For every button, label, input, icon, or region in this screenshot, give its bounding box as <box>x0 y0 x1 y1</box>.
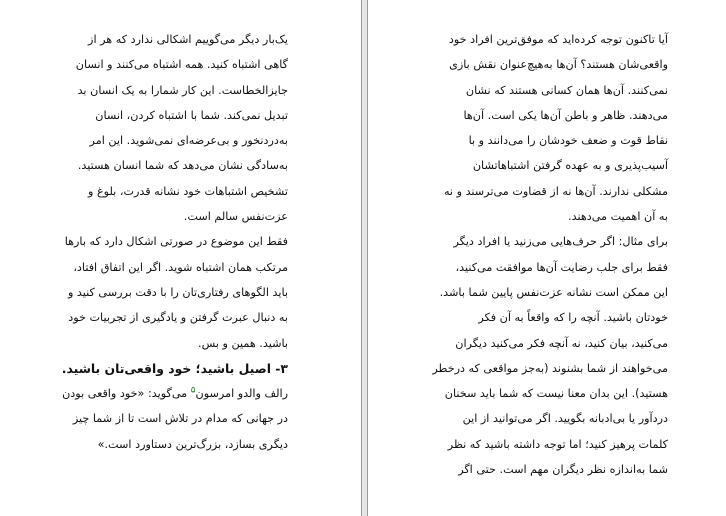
footnote-marker[interactable]: ۵ <box>190 385 196 396</box>
text-line: مشکلی ندارند. آن‌ها نه از قضاوت می‌ترسند و نه <box>443 184 668 198</box>
text-line: تشخیص اشتباهات خود نشانه قدرت، بلوغ و <box>88 184 288 198</box>
quote-line: دیگری بسازد، بزرگ‌ترین دستاورد است.» <box>97 437 288 451</box>
text-line: گاهی اشتباه کنید. همه اشتباه می‌کنند و انسان <box>75 58 288 72</box>
text-line: به آن اهمیت می‌دهند. <box>568 210 668 224</box>
text-line: به‌دردنخور و بی‌عرضه‌ای نمی‌شوید. این امر <box>89 134 288 148</box>
text-line: کلمات پرهیز کنید؛ اما توجه داشته باشید که نظر <box>447 437 668 451</box>
right-page <box>367 0 726 516</box>
text-line: آیا تاکنون توجه کرده‌اید که موفق‌ترین افراد خود <box>448 33 668 46</box>
quote-intro-text: می‌گوید: «خود واقعی بودن <box>62 387 191 401</box>
text-line: باشید. همین و بس. <box>198 336 288 350</box>
text-line: می‌دهند. ظاهر و باطن آن‌ها یکی است. آن‌ها <box>463 108 668 122</box>
text-line: این ممکن است نشانه عزت‌نفس پایین شما باشد. <box>439 285 668 299</box>
text-line: جایزالخطاست. این کار شمارا به یک انسان بد <box>77 83 288 97</box>
quote-intro-line <box>62 381 288 406</box>
text-line: نمی‌کنند. آن‌ها همان کسانی هستند که نشان <box>465 83 668 97</box>
left-page <box>0 0 362 516</box>
text-line: عزت‌نفس سالم است. <box>183 210 288 224</box>
text-line: می‌خواهند از شما بشنوند (به‌جز مواقعی که درخطر <box>432 361 668 375</box>
text-line: درد‌آور یا بی‌ادبانه بگویید. اگر می‌توانید از این <box>462 412 668 426</box>
quote-author: رالف والدو امرسون <box>195 387 288 401</box>
text-line: یک‌بار دیگر می‌گوییم اشکالی ندارد که هر از <box>88 33 288 46</box>
text-line: باید الگوهای رفتاری‌تان را با دقت بررسی کنید و <box>67 285 288 299</box>
text-line: به دنبال عبرت گرفتن و یادگیری از تجربیات خود <box>68 311 288 325</box>
text-line: آسیب‌پذیری و به عهده گرفتن اشتباهاتشان <box>472 159 668 173</box>
text-line: شما به‌اندازه نظر دیگران مهم است. حتی اگر <box>458 463 668 477</box>
text-line: نقاط قوت و ضعف خودشان را می‌دانند و با <box>468 134 668 148</box>
text-line: فقط این موضوع در صورتی اشکال دارد که بارها <box>64 235 288 249</box>
right-page-text <box>432 27 668 482</box>
text-line: به‌سادگی نشان می‌دهد که شما انسان هستید. <box>77 159 288 173</box>
text-line: مرتکب همان اشتباه شوید. اگر این اتفاق افتاد، <box>73 260 288 274</box>
left-page-text <box>61 27 288 457</box>
text-line: واقعی‌شان هستند؟ آن‌ها به‌هیچ‌عنوان نقش بازی <box>449 58 668 72</box>
section-heading: ۳- اصیل باشید؛ خود واقعی‌تان باشید. <box>61 360 288 376</box>
text-line: هستید). این بدان معنا نیست که شما باید سخنان <box>444 387 668 401</box>
text-line: برای مثال: اگر حرف‌هایی می‌زنید یا افراد دیگر <box>453 235 668 249</box>
text-line: خودتان باشید. آنچه را که واقعاً به آن فکر <box>478 311 668 325</box>
quote-line: در جهانی که مدام در تلاش است تا از شما چیز <box>72 412 288 426</box>
text-line: فقط برای جلب رضایت آن‌ها موافقت می‌کنید، <box>455 260 668 274</box>
text-line: می‌کنید، بیان کنید، نه آنچه فکر می‌کنید دیگران <box>455 336 668 350</box>
text-line: تبدیل نمی‌کند. شما با اشتباه کردن، انسان <box>95 108 288 122</box>
